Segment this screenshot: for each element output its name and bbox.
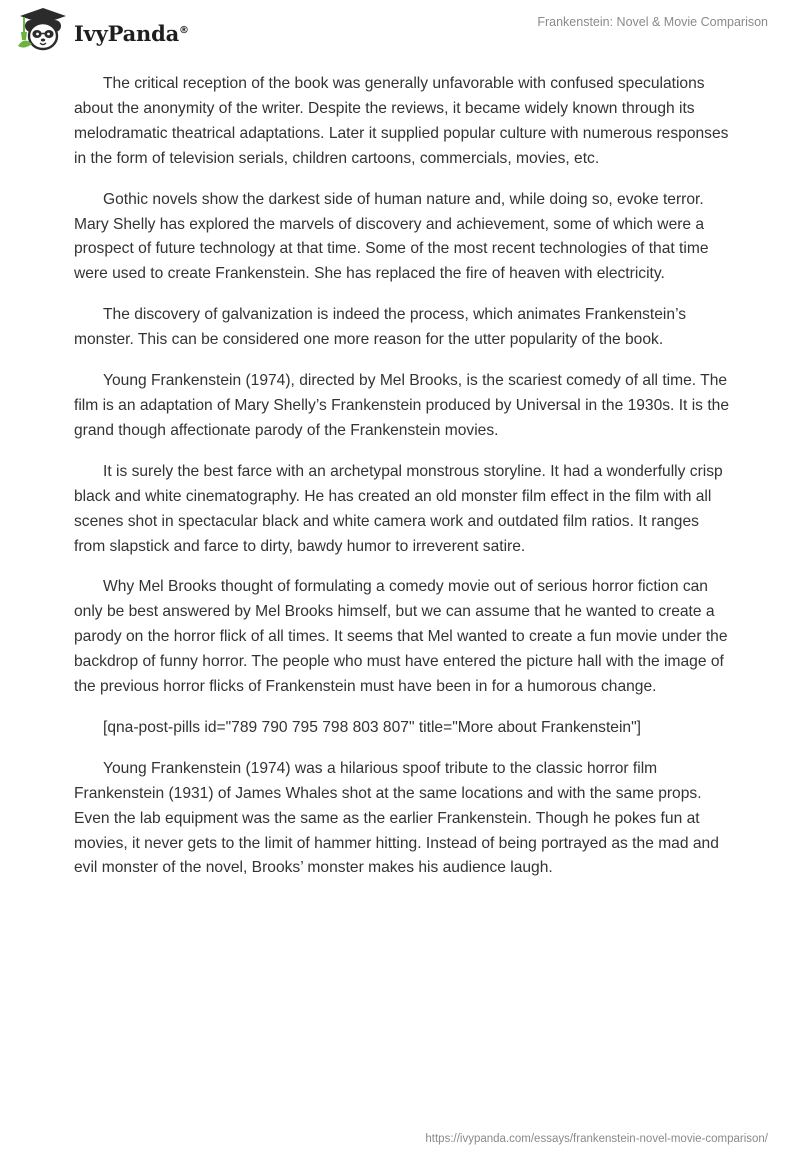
paragraph-4: Young Frankenstein (1974), directed by Mel Brooks, is the scariest comedy of all time. The film is an adaptation of Mary Shelly’s Frankenstein produced by Universal in the 1930s. It is the grand though affectionate parody of the Frankenstein movies. (74, 372, 729, 439)
document-title: Frankenstein: Novel & Movie Comparison (537, 15, 768, 29)
registered-mark: ® (179, 24, 189, 36)
paragraph-6: Why Mel Brooks thought of formulating a comedy movie out of serious horror fiction can only be best answered by Mel Brooks himself, but we can assume that he wanted to create a parody on the horror flick of all times. It seems that Mel wanted to create a fun movie under the backdrop of funny horror. The people who must have entered the picture hall with the image of the previous horror flicks of Frankenstein must have been in for a humorous change. (74, 578, 728, 696)
paragraph-2: Gothic novels show the darkest side of human nature and, while doing so, evoke terror. Mary Shelly has explored the marvels of discovery and achievement, some of which were a prospect of future technology at that time. Some of the most recent technologies of that time were used to create Frankenstein. She has replaced the fire of heaven with electricity. (74, 190, 709, 283)
ivypanda-logo[interactable] (14, 6, 189, 52)
essay-body (74, 72, 734, 897)
shortcode-line: [qna-post-pills id="789 790 795 798 803 807" title="More about Frankenstein"] (103, 718, 641, 736)
paragraph-7: Young Frankenstein (1974) was a hilarious spoof tribute to the classic horror film Frankenstein (1931) of James Whales shot at the same locations and with the same props. Even the lab equipment was the same as the earlier Frankenstein. Though he pokes fun at movies, it never gets to the limit of hammer hitting. Instead of being portrayed as the mad and evil monster of the novel, Brooks’ monster makes his audience laugh. (74, 759, 719, 877)
source-url[interactable]: https://ivypanda.com/essays/frankenstein-novel-movie-comparison/ (425, 1133, 768, 1145)
paragraph-1: The critical reception of the book was generally unfavorable with confused speculations about the anonymity of the writer. Despite the reviews, it became widely known through its melodramatic theatrical adaptations. Later it supplied popular culture with numerous responses in the form of television serials, children cartoons, commercials, movies, etc. (74, 75, 729, 167)
paragraph-5: It is surely the best farce with an archetypal monstrous storyline. It had a wonderfully crisp black and white cinematography. He has created an old monster film effect in the film with all scenes shot in spectacular black and white camera work and outdated film ratios. It ranges from slapstick and farce to dirty, bawdy humor to irreverent satire. (74, 462, 723, 555)
panda-graduate-icon (14, 6, 72, 52)
paragraph-3: The discovery of galvanization is indeed the process, which animates Frankenstein’s monster. This can be considered one more reason for the utter popularity of the book. (74, 306, 687, 349)
logo-wordmark: IvyPanda® (74, 20, 189, 46)
page-header (0, 0, 800, 60)
